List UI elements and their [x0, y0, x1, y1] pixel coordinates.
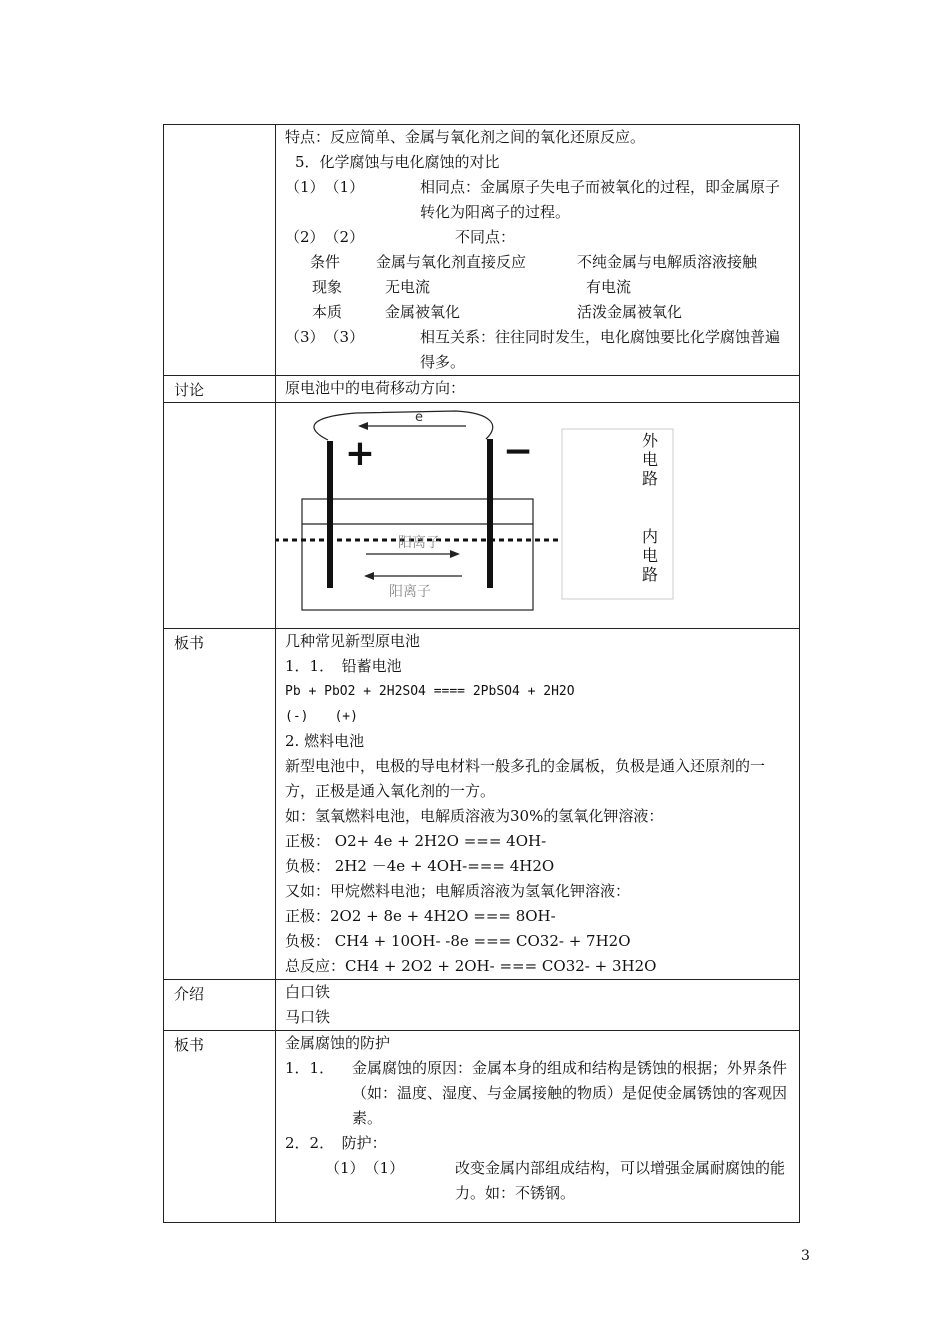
plus-sign: +	[344, 433, 376, 474]
protection-heading: 2．2． 防护：	[285, 1134, 387, 1152]
lead-acid-equation: Pb + PbO2 + 2H2SO4 ==== 2PbSO4 + 2H2O	[285, 684, 575, 699]
electron-label: e	[415, 410, 423, 425]
hydrogen-positive: 正极： O2+ 4e + 2H2O === 4OH-	[285, 832, 547, 850]
hydrogen-negative: 负极： 2H2 －4e + 4OH-=== 4H2O	[285, 857, 555, 875]
row-comparison	[164, 125, 800, 376]
diagram-cell	[276, 403, 800, 629]
item-number: 1．1．	[285, 1059, 335, 1077]
compare-elec: 有电流	[586, 278, 632, 296]
minus-sign: −	[502, 431, 534, 472]
methane-negative: 负极： CH4 + 10OH- -8e === CO32- + 7H2O	[285, 932, 631, 950]
hydrogen-example: 如：氢氧燃料电池，电解质溶液为30%的氢氧化钾溶液：	[285, 807, 664, 825]
electron-arrow-head	[358, 422, 368, 430]
compare-label: 条件	[310, 253, 341, 271]
discussion-text: 原电池中的电荷移动方向：	[276, 376, 800, 403]
row-label-empty	[164, 125, 276, 376]
methane-example: 又如：甲烷燃料电池；电解质溶液为氢氧化钾溶液：	[285, 882, 631, 900]
feature-text: 特点：反应简单、金属与氧化剂之间的氧化还原反应。	[285, 128, 646, 146]
row-label-board: 板书	[164, 629, 276, 980]
cation-label-left: 阳离子	[389, 584, 431, 600]
compare-label: 本质	[312, 303, 343, 321]
compare-elec: 活泼金属被氧化	[577, 303, 683, 321]
methane-total: 总反应：CH4 + 2O2 + 2OH- === CO32- + 3H2O	[285, 957, 657, 975]
batteries-content	[276, 629, 800, 980]
outer-circuit-label: 外电路	[642, 431, 659, 488]
compare-elec: 不纯金属与电解质溶液接触	[577, 253, 758, 271]
corrosion-cause-text: 金属腐蚀的原因：金属本身的组成和结构是锈蚀的根据；外界条件（如：温度、湿度、与金属接触的物质）是促使金属锈蚀的客观因素。	[352, 1059, 788, 1127]
protection-content	[276, 1031, 800, 1223]
cation-arrow-left-head	[364, 572, 374, 580]
intro-content	[276, 980, 800, 1031]
intro-line: 白口铁	[285, 983, 331, 1001]
methane-positive: 正极：2O2 + 8e + 4H2O === 8OH-	[285, 907, 556, 925]
compare-label: 现象	[312, 278, 343, 296]
compare-row	[285, 250, 793, 275]
row-label-discussion: 讨论	[164, 376, 276, 403]
protection-method-text: 改变金属内部组成结构，可以增强金属耐腐蚀的能力。如：不锈钢。	[455, 1159, 786, 1202]
row-diagram	[164, 403, 800, 629]
lesson-table	[163, 124, 800, 1223]
item-number: （1） （1）	[325, 1159, 405, 1177]
compare-row	[285, 275, 793, 300]
cation-label-right: 阳离子	[398, 535, 440, 551]
row-intro	[164, 980, 800, 1031]
item-number: （1） （1）	[285, 178, 365, 196]
protection-title: 金属腐蚀的防护	[285, 1034, 391, 1052]
compare-row	[285, 300, 793, 325]
galvanic-cell-diagram	[276, 403, 810, 627]
row-board-batteries	[164, 629, 800, 980]
protection-method	[285, 1156, 793, 1206]
intro-line: 马口铁	[285, 1008, 331, 1026]
inner-circuit-label: 内电路	[642, 527, 659, 584]
compare-chem: 金属与氧化剂直接反应	[376, 253, 527, 271]
compare-chem: 金属被氧化	[385, 303, 461, 321]
comparison-content	[276, 125, 800, 376]
similarity-text: 相同点：金属原子失电子而被氧化的过程，即金属原子转化为阳离子的过程。	[420, 178, 781, 221]
row-label-board: 板书	[164, 1031, 276, 1223]
row-label-intro: 介绍	[164, 980, 276, 1031]
row-label-empty	[164, 403, 276, 629]
relation-text: 相互关系：往往同时发生，电化腐蚀要比化学腐蚀普遍得多。	[420, 328, 781, 371]
corrosion-cause	[285, 1056, 793, 1131]
item-number: （2） （2）	[285, 228, 365, 246]
cation-arrow-right-head	[450, 550, 460, 558]
batteries-title: 几种常见新型原电池	[285, 632, 421, 650]
heading-comparison: 5．化学腐蚀与电化腐蚀的对比	[295, 153, 500, 171]
row-discussion	[164, 376, 800, 403]
item-difference	[285, 225, 793, 250]
row-board-protection	[164, 1031, 800, 1223]
compare-chem: 无电流	[385, 278, 431, 296]
item-number: （3） （3）	[285, 328, 365, 346]
item-relation	[285, 325, 793, 375]
difference-text: 不同点：	[455, 228, 516, 246]
electrode-signs: (-) (+)	[285, 709, 358, 724]
fuel-cell-heading: 2. 燃料电池	[285, 732, 365, 750]
fuel-cell-description: 新型电池中，电极的导电材料一般多孔的金属板，负极是通入还原剂的一方，正极是通入氧化剂的一方。	[285, 757, 766, 800]
lead-acid-heading: 1．1． 铅蓄电池	[285, 657, 402, 675]
page-number: 3	[801, 1248, 810, 1264]
item-similarity	[285, 175, 793, 225]
